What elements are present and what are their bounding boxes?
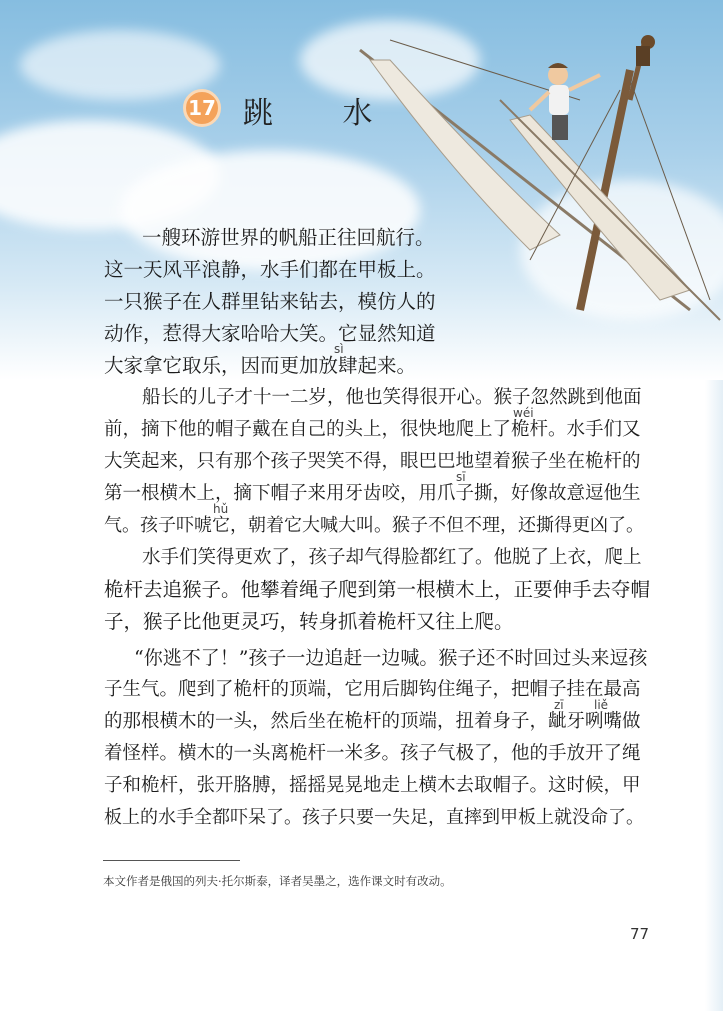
pinyin-annotation: zī — [554, 698, 564, 712]
page-edge-shade — [705, 380, 723, 1011]
text-line: 着怪样。横木的一头离桅杆一米多。孩子气极了，他的手放开了绳 — [104, 743, 641, 764]
text-line: 子和桅杆，张开胳膊，摇摇晃晃地走上横木去取帽子。这时候，甲 — [104, 775, 641, 796]
pinyin-annotation: wéi — [513, 406, 534, 420]
text-line: 一只猴子在人群里钻来钻去，模仿人的 — [104, 290, 436, 313]
text-line: 这一天风平浪静，水手们都在甲板上。 — [104, 258, 436, 281]
text-line: 第一根横木上，摘下帽子来用牙齿咬，用爪子撕，好像故意逗他生 — [104, 483, 641, 504]
text-line: 板上的水手全都吓呆了。孩子只要一失足，直摔到甲板上就没命了。 — [104, 807, 644, 828]
text-line: 船长的儿子才十一二岁，他也笑得很开心。猴子忽然跳到他面 — [142, 387, 642, 408]
text-line: 的那根横木的一头，然后坐在桅杆的顶端，扭着身子，龇牙咧嘴做 — [104, 711, 641, 732]
text-line: 大家拿它取乐，因而更加放肆起来。 — [104, 354, 417, 377]
text-line: 子，猴子比他更灵巧，转身抓着桅杆又往上爬。 — [104, 610, 514, 633]
footnote: 本文作者是俄国的列夫·托尔斯泰，译者吴墨之，选作课文时有改动。 — [103, 874, 452, 888]
page-number: 77 — [630, 925, 650, 943]
text-line: 子生气。爬到了桅杆的顶端，它用后脚钩住绳子，把帽子挂在最高 — [104, 679, 641, 700]
footnote-divider — [103, 860, 240, 861]
text-line: 大笑起来，只有那个孩子哭笑不得，眼巴巴地望着猴子坐在桅杆的 — [104, 451, 641, 472]
text-line: 桅杆去追猴子。他攀着绳子爬到第一根横木上，正要伸手去夺帽 — [104, 578, 651, 601]
text-line: 前，摘下他的帽子戴在自己的头上，很快地爬上了桅杆。水手们又 — [104, 419, 641, 440]
pinyin-annotation: liě — [594, 698, 609, 712]
text-line: 一艘环游世界的帆船正往回航行。 — [142, 226, 435, 249]
lesson-title: 跳 水 — [243, 96, 403, 131]
text-line: 动作，惹得大家哈哈大笑。它显然知道 — [104, 322, 436, 345]
pinyin-annotation: hǔ — [213, 502, 229, 516]
pinyin-annotation: sī — [456, 470, 466, 484]
text-line: “你逃不了！”孩子一边追赶一边喊。猴子还不时回过头来逗孩 — [134, 647, 648, 669]
pinyin-annotation: sì — [334, 342, 344, 356]
text-line: 水手们笑得更欢了，孩子却气得脸都红了。他脱了上衣，爬上 — [142, 547, 642, 568]
text-line: 气。孩子吓唬它，朝着它大喊大叫。猴子不但不理，还撕得更凶了。 — [104, 515, 644, 536]
lesson-number-badge: 17 — [183, 89, 221, 127]
